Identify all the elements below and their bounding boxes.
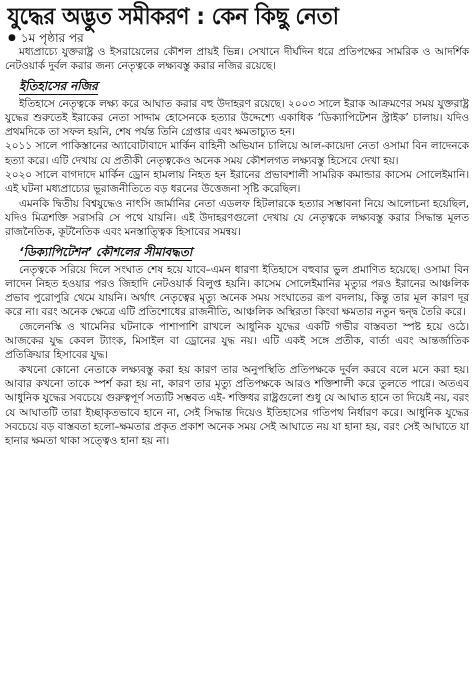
limitations-paragraph-2: জেলেনস্কি ও খামেনির ঘটনাকে পাশাপাশি রাখলে আধুনিক যুদ্ধের একটি গভীর বাস্তবতা স্পষ্ট হয়ে ওঠে। আজকের যুদ্ধ কেবল ট্যাংক, মিসাইল বা ড্রোনের যুদ্ধ নয়। এটি একই সঙ্গে প্রতীক, বার্তা এবং আন্তর্জাতিক প্রতিক্রিয়ার হিসাবের যুদ্ধ। bbox=[5, 320, 469, 362]
history-paragraph-1: ইতিহাসে নেতৃত্বকে লক্ষ্য করে আঘাত করার বহু উদাহরণ রয়েছে। ২০০৩ সালে ইরাক আক্রমণের সময় যুক্তরাষ্ট্র যুদ্ধের শুরুতেই ইরাকের নেতা সাদ্দাম হোসেনকে হত্যার উদ্দেশ্যে একাধিক ‘ডিক্যাপিটেশন স্ট্রাইক’ চালায়। যদিও প্রথমদিকে তা সফল হয়নি, শেষ পর্যন্ত তিনি গ্রেপ্তার এবং ক্ষমতাচ্যুত হন। bbox=[5, 97, 469, 139]
headline: যুদ্ধের অদ্ভুত সমীকরণ : কেন কিছু নেতা bbox=[7, 4, 339, 30]
continuation-text: ১ম পৃষ্ঠার পর bbox=[20, 31, 84, 45]
history-paragraph-2: ২০১১ সালে পাকিস্তানের অ্যাবোটাবাদে মার্কিন বাহিনী অভিযান চালিয়ে আল-কায়েদা নেতা ওসামা বিন লাদেনকে হত্যা করে। এটি দেখায় যে প্রতীকী নেতৃত্বকেও অনেক সময় কৌশলগত লক্ষ্যবস্তু হিসেবে দেখা হয়। bbox=[5, 140, 469, 167]
intro-paragraph: মধ্যপ্রাচ্যে যুক্তরাষ্ট্র ও ইসরায়েলের কৌশল প্রায়ই ভিন্ন। সেখানে দীর্ঘদিন ধরে প্রতিপক্ষের সামরিক ও আদর্শিক নেটওয়ার্ক দুর্বল করার জন্য নেতৃত্বকে লক্ষ্যবস্তু করার নজির রয়েছে। bbox=[5, 46, 469, 73]
continuation-note bbox=[0, 31, 475, 45]
limitations-paragraph-3: কখনো কোনো নেতাকে লক্ষ্যবস্তু করা হয় কারণ তার অনুপস্থিতি প্রতিপক্ষকে দুর্বল করবে বলে মনে করা হয়। আবার কখনো তাকে স্পর্শ করা হয় না, কারণ তার মৃত্যু প্রতিপক্ষকে আরও শক্তিশালী করে তুলতে পারে। অতএব আধুনিক যুদ্ধের সবচেয়ে গুরুত্বপূর্ণ সত্যটি সম্ভবত এই- শক্তিধর রাষ্ট্রগুলো শুধু যে আঘাত হানে তা দিয়েই নয়, বরং যে আঘাতটি তারা ইচ্ছাকৃতভাবে হানে না, সেই সিদ্ধান্ত দিয়েও ইতিহাসের গতিপথ নির্ধারণ করে। আধুনিক যুদ্ধের সবচেয়ে বড় বাস্তবতা হলো–ক্ষমতার প্রকৃত প্রকাশ অনেক সময় সেই আঘাতে নয় যা হানা হয়, বরং সেই আঘাতে যা হানার ক্ষমতা থাকা সত্ত্বেও হানা হয় না। bbox=[5, 363, 469, 448]
section-heading-limitations: ‘ডিক্যাপিটেশন’ কৌশলের সীমাবদ্ধতা bbox=[19, 244, 193, 259]
history-paragraph-4: এমনকি দ্বিতীয় বিশ্বযুদ্ধেও নাৎসি জার্মানির নেতা এডলফ হিটলারকে হত্যার সম্ভাবনা নিয়ে আলোচনা হয়েছিল, যদিও মিত্রশক্তি সরাসরি সে পথে যায়নি। এই উদাহরণগুলো দেখায় যে নেতৃত্বকে লক্ষ্যবস্তু করার সিদ্ধান্ত মূলত রাজনৈতিক, কূটনৈতিক এবং মনস্তাত্ত্বিক হিসাবের সমন্বয়। bbox=[5, 197, 469, 239]
bullet-icon: ● bbox=[8, 33, 16, 43]
limitations-paragraph-1: নেতৃত্বকে সরিয়ে দিলে সংঘাত শেষ হয়ে যাবে–এমন ধারণা ইতিহাসে বহুবার ভুল প্রমাণিত হয়েছে। ওসামা বিন লাদেন নিহত হওয়ার পরও জিহাদি নেটওয়ার্ক বিলুপ্ত হয়নি। কাসেম সোলেইমানির মৃত্যুর পরও ইরানের আঞ্চলিক প্রভাব পুরোপুরি থেমে যায়নি। অর্থাৎ নেতৃত্বের মৃত্যু অনেক সময় সংঘাতের রূপ বদলায়, কিন্তু তার মূল কারণ দূর করে না। বরং অনেক ক্ষেত্রে এটি প্রতিশোধের রাজনীতি, আঞ্চলিক অস্থিরতা কিংবা ক্ষমতার নতুন দ্বন্দ্ব তৈরি করে। bbox=[5, 263, 469, 319]
section-heading-history: ইতিহাসের নজির bbox=[19, 78, 98, 93]
history-paragraph-3: ২০২০ সালে বাগদাদে মার্কিন ড্রোন হামলায় নিহত হন ইরানের প্রভাবশালী সামরিক কমান্ডার কাসেম সোলেইমানি। এই ঘটনা মধ্যপ্রাচ্যের ভূরাজনীতিতে বড় ধরনের উত্তেজনা সৃষ্টি করেছিল। bbox=[5, 169, 469, 196]
article-body bbox=[0, 45, 475, 448]
